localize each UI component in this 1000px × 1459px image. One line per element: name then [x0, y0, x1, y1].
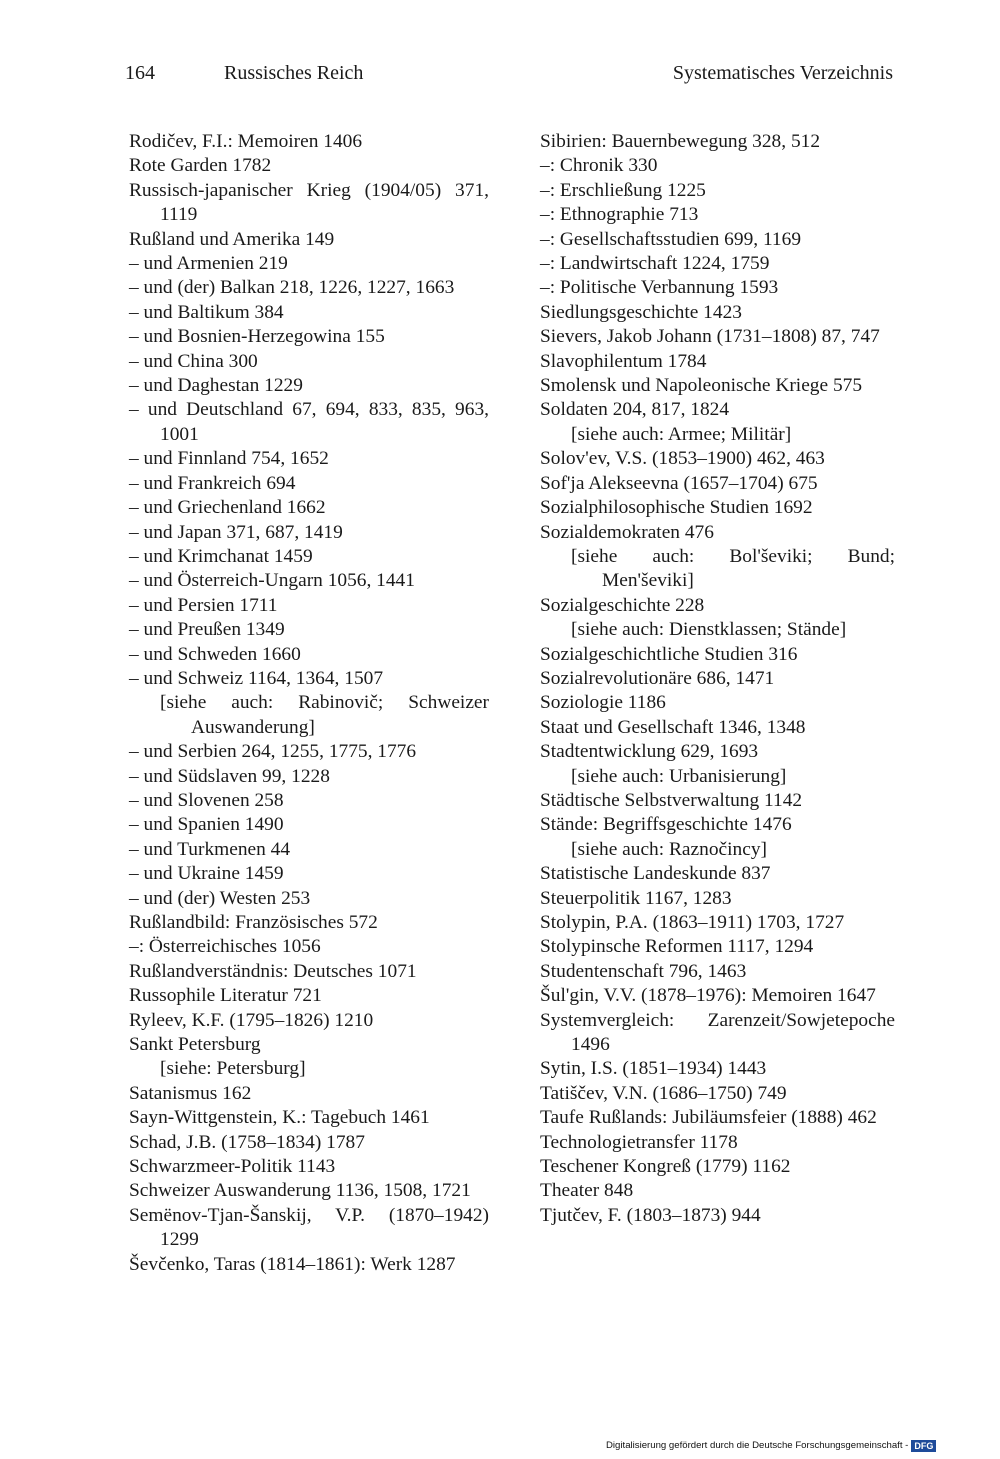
index-entry: – und Griechenland 1662	[129, 497, 326, 519]
index-entry: –: Politische Verbannung 1593	[540, 277, 779, 299]
index-entry: Tjutčev, F. (1803–1873) 944	[540, 1204, 761, 1226]
index-entry: Satanismus 162	[129, 1082, 252, 1104]
index-entry: – und Japan 371, 687, 1419	[129, 521, 343, 543]
page-number: 164	[125, 62, 155, 84]
index-entry: –: Gesellschaftsstudien 699, 1169	[540, 228, 802, 250]
index-entry: – und Krimchanat 1459	[129, 545, 313, 567]
index-entry: – und Turkmenen 44	[129, 838, 291, 860]
index-entry: –: Chronik 330	[540, 155, 658, 177]
index-entry: Sozialrevolutionäre 686, 1471	[540, 667, 775, 689]
index-entry: Staat und Gesellschaft 1346, 1348	[540, 716, 806, 738]
index-entry: Šul'gin, V.V. (1878–1976): Memoiren 1647	[540, 985, 876, 1007]
index-entry: Städtische Selbstverwaltung 1142	[540, 789, 803, 811]
index-entry: Ševčenko, Taras (1814–1861): Werk 1287	[129, 1253, 456, 1275]
index-entry: Sozialphilosophische Studien 1692	[540, 497, 813, 519]
index-entry: Sozialgeschichtliche Studien 316	[540, 643, 798, 665]
running-title-right: Systematisches Verzeichnis	[672, 62, 893, 84]
index-entry: Statistische Landeskunde 837	[540, 863, 771, 885]
index-entry: – und Deutschland 67, 694, 833, 835, 963, 1001	[129, 399, 489, 445]
index-entry: Smolensk und Napoleonische Kriege 575	[540, 375, 863, 397]
index-entry: – und Armenien 219	[129, 253, 288, 275]
index-entry: Stadtentwicklung 629, 1693	[540, 741, 759, 763]
index-entry: Sof'ja Alekseevna (1657–1704) 675	[540, 472, 818, 494]
index-entry: – und (der) Balkan 218, 1226, 1227, 1663	[129, 277, 455, 299]
index-entry: –: Erschließung 1225	[540, 179, 706, 201]
index-entry: – und Ukraine 1459	[129, 863, 284, 885]
index-entry: Stolypinsche Reformen 1117, 1294	[540, 936, 814, 958]
index-entry: Sozialdemokraten 476	[540, 521, 714, 543]
index-entry: Siedlungsgeschichte 1423	[540, 301, 742, 323]
index-entry: Solov'ev, V.S. (1853–1900) 462, 463	[540, 448, 825, 470]
index-entry: Teschener Kongreß (1779) 1162	[540, 1156, 791, 1178]
index-entry: – und Spanien 1490	[129, 814, 284, 836]
index-entry: Sayn-Wittgenstein, K.: Tagebuch 1461	[129, 1107, 430, 1129]
index-entry: Technologietransfer 1178	[540, 1131, 738, 1153]
page-header	[125, 58, 893, 88]
index-column-right	[540, 130, 895, 1228]
index-entry: –: Ethnographie 713	[540, 204, 699, 226]
index-entry: Rußland und Amerika 149	[129, 228, 335, 250]
index-entry: –: Landwirtschaft 1224, 1759	[540, 253, 770, 275]
cross-reference: [siehe auch: Urbanisierung]	[571, 765, 787, 787]
index-column-left	[129, 130, 489, 1277]
index-entry: Rußlandverständnis: Deutsches 1071	[129, 960, 417, 982]
index-entry: Rodičev, F.I.: Memoiren 1406	[129, 131, 363, 152]
index-entry: Tatiščev, V.N. (1686–1750) 749	[540, 1082, 787, 1104]
index-entry: – und Südslaven 99, 1228	[129, 765, 330, 787]
index-entry: Russisch-japanischer Krieg (1904/05) 371, 1119	[129, 179, 489, 226]
index-entry: Soziologie 1186	[540, 692, 666, 714]
index-entry: – und Baltikum 384	[129, 301, 284, 323]
index-entry: – und Österreich-Ungarn 1056, 1441	[129, 570, 415, 592]
index-entry: Systemvergleich: Zarenzeit/Sowjetepoche 1496	[540, 1009, 895, 1056]
index-entry: – und Daghestan 1229	[129, 375, 303, 397]
index-entry: Sievers, Jakob Johann (1731–1808) 87, 747	[540, 326, 880, 348]
cross-reference: [siehe auch: Dienstklassen; Stände]	[571, 619, 847, 641]
index-entry: – und Slovenen 258	[129, 789, 284, 811]
index-entry: Stände: Begriffsgeschichte 1476	[540, 814, 792, 836]
index-entry: Semënov-Tjan-Šanskij, V.P. (1870–1942) 1299	[129, 1204, 489, 1251]
index-entry: Sytin, I.S. (1851–1934) 1443	[540, 1058, 767, 1080]
index-entry: Theater 848	[540, 1180, 634, 1202]
index-entry: – und Serbien 264, 1255, 1775, 1776	[129, 741, 417, 763]
index-entry: – und Frankreich 694	[129, 472, 296, 494]
index-entry: Stolypin, P.A. (1863–1911) 1703, 1727	[540, 912, 845, 933]
index-entry: – und Persien 1711	[129, 594, 278, 616]
running-title-left: Russisches Reich	[224, 62, 364, 84]
index-entry: Taufe Rußlands: Jubiläumsfeier (1888) 462	[540, 1107, 877, 1129]
cross-reference: [siehe auch: Rabinovič; Schweizer Auswanderung]	[160, 692, 489, 738]
index-entry: –: Österreichisches 1056	[129, 936, 321, 958]
footer-text: Digitalisierung gefördert durch die Deutsche Forschungsgemeinschaft -	[606, 1440, 909, 1451]
index-entry: Russophile Literatur 721	[129, 985, 322, 1007]
index-entry: Studentenschaft 796, 1463	[540, 960, 747, 982]
dfg-logo: DFG	[911, 1440, 936, 1452]
index-entry: Ryleev, K.F. (1795–1826) 1210	[129, 1009, 374, 1031]
index-entry: Sankt Petersburg	[129, 1034, 261, 1056]
index-entry: Rote Garden 1782	[129, 155, 272, 177]
index-entry: – und Finnland 754, 1652	[129, 448, 329, 470]
index-entry: – und China 300	[129, 350, 258, 372]
index-entry: – und Preußen 1349	[129, 619, 285, 641]
cross-reference: [siehe auch: Bol'ševiki; Bund; Men'ševiki]	[571, 545, 895, 592]
index-entry: – und Bosnien-Herzegowina 155	[129, 326, 385, 348]
index-entry: Sozialgeschichte 228	[540, 594, 705, 616]
digitization-footer	[606, 1440, 936, 1452]
index-entry: Rußlandbild: Französisches 572	[129, 912, 378, 933]
index-entry: Schad, J.B. (1758–1834) 1787	[129, 1131, 365, 1153]
index-entry: Soldaten 204, 817, 1824	[540, 399, 730, 421]
index-entry: Sibirien: Bauernbewegung 328, 512	[540, 131, 821, 152]
index-entry: Schwarzmeer-Politik 1143	[129, 1156, 336, 1178]
index-entry: – und (der) Westen 253	[129, 887, 311, 909]
cross-reference: [siehe auch: Raznočincy]	[571, 838, 767, 860]
index-entry: – und Schweiz 1164, 1364, 1507	[129, 667, 384, 689]
index-entry: Steuerpolitik 1167, 1283	[540, 887, 732, 909]
cross-reference: [siehe auch: Armee; Militär]	[571, 423, 792, 445]
cross-reference: [siehe: Petersburg]	[160, 1058, 306, 1080]
index-entry: Schweizer Auswanderung 1136, 1508, 1721	[129, 1180, 471, 1202]
index-entry: Slavophilentum 1784	[540, 350, 707, 372]
index-entry: – und Schweden 1660	[129, 643, 301, 665]
